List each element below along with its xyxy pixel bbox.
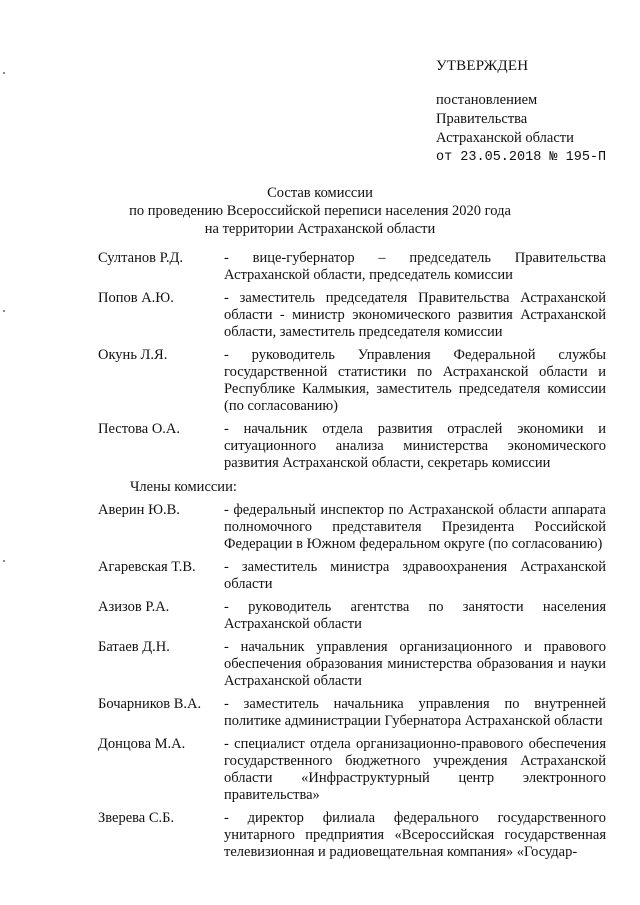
- member-name: Донцова М.А.: [98, 736, 186, 752]
- member-role: - федеральный инспектор по Астраханской области аппарата полномочного представителя Президента Российской Федерации в Южном федеральном округе (по согласованию): [224, 502, 606, 552]
- scan-mark: [3, 72, 5, 74]
- member-row: [98, 736, 606, 804]
- member-role: - руководитель агентства по занятости населения Астраханской области: [224, 599, 606, 632]
- member-role: - начальник управления организационного и правового обеспечения образования министерства образования и науки Астраханской области: [224, 639, 606, 689]
- member-name: Бочарников В.А.: [98, 696, 202, 712]
- commission-list: [98, 250, 606, 861]
- member-name: Агаревская Т.В.: [98, 559, 196, 575]
- scan-mark: [3, 560, 5, 562]
- member-row: [98, 696, 606, 730]
- member-row: [98, 347, 606, 415]
- member-row: [98, 599, 606, 633]
- member-row: [98, 639, 606, 690]
- member-name: Окунь Л.Я.: [98, 347, 168, 363]
- member-role: - начальник отдела развития отраслей экономики и ситуационного анализа министерства экономического развития Астраханской области, секретарь комиссии: [224, 421, 606, 471]
- scan-mark: [3, 310, 5, 312]
- title-line: Состав комиссии: [267, 185, 373, 201]
- approval-line: Астраханской области: [436, 130, 574, 146]
- member-role: - заместитель председателя Правительства Астраханской области - министр экономического развития Астраханской области, заместитель председателя комиссии: [224, 290, 606, 340]
- member-row: [98, 421, 606, 472]
- member-row: [98, 502, 606, 553]
- members-heading: Члены комиссии:: [130, 479, 237, 495]
- member-role: - заместитель начальника управления по внутренней политике администрации Губернатора Астраханской области: [224, 696, 606, 729]
- member-row: [98, 810, 606, 861]
- member-role: - заместитель министра здравоохранения Астраханской области: [224, 559, 606, 592]
- member-name: Аверин Ю.В.: [98, 502, 180, 518]
- approval-date: от 23.05.2018 № 195-П: [436, 150, 607, 165]
- member-row: [98, 559, 606, 593]
- member-role: - вице-губернатор – председатель Правительства Астраханской области, председатель комиссии: [224, 250, 606, 283]
- member-name: Азизов Р.А.: [98, 599, 170, 615]
- approval-line: постановлением: [436, 92, 538, 108]
- member-name: Зверева С.Б.: [98, 810, 175, 826]
- member-role: - специалист отдела организационно-правового обеспечения государственного бюджетного учреждения Астраханской области «Инфраструктурный центр электронного правительства»: [224, 736, 606, 803]
- member-name: Султанов Р.Д.: [98, 250, 183, 266]
- member-role: - директор филиала федерального государственного унитарного предприятия «Всероссийская государственная телевизионная и радиовещательная компания» «Государ-: [224, 810, 606, 860]
- member-row: [98, 290, 606, 341]
- member-row: [98, 250, 606, 284]
- member-name: Пестова О.А.: [98, 421, 181, 437]
- approval-line: Правительства: [436, 111, 528, 127]
- member-role: - руководитель Управления Федеральной службы государственной статистики по Астраханской области и Республике Калмыкия, заместитель председателя комиссии (по согласованию): [224, 347, 606, 414]
- document-title: [0, 184, 640, 238]
- member-name: Попов А.Ю.: [98, 290, 174, 306]
- title-line: на территории Астраханской области: [204, 221, 436, 237]
- member-name: Батаев Д.Н.: [98, 639, 170, 655]
- approval-heading: УТВЕРЖДЕН: [436, 58, 529, 74]
- title-line: по проведению Всероссийской переписи населения 2020 года: [129, 203, 511, 219]
- approval-block: [436, 58, 636, 167]
